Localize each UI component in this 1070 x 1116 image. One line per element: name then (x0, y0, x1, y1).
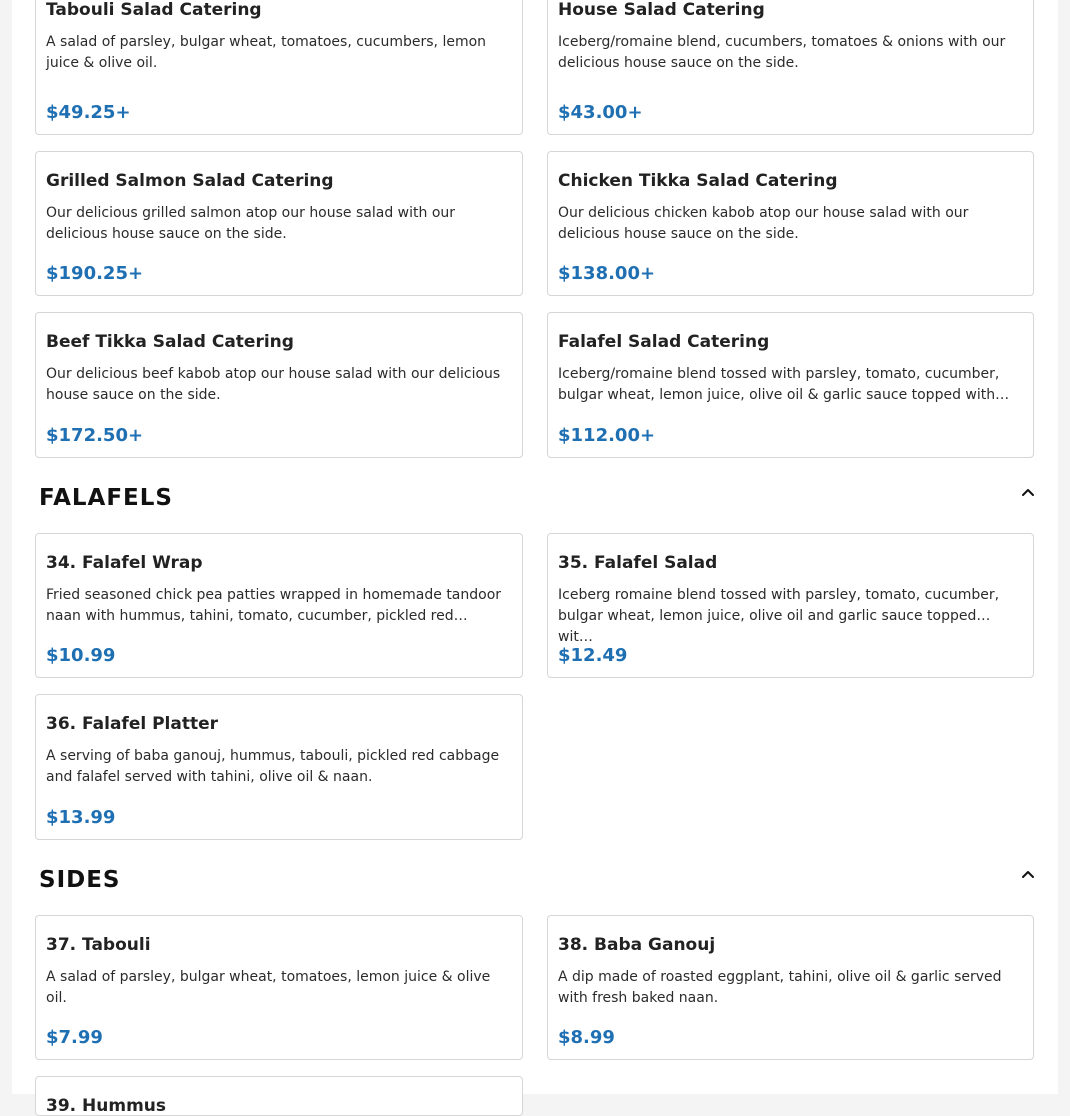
section-heading-falafels: FALAFELS (39, 485, 173, 511)
menu-item-card[interactable] (35, 312, 523, 458)
menu-item-card[interactable] (547, 915, 1034, 1060)
item-title: Grilled Salmon Salad Catering (46, 171, 334, 191)
menu-item-card[interactable] (35, 1076, 523, 1116)
chevron-up-icon[interactable] (1020, 866, 1036, 882)
item-description: Our delicious chicken kabob atop our house salad with our delicious house sauce on the side. (558, 205, 969, 242)
item-title: 35. Falafel Salad (558, 553, 718, 573)
item-price: $10.99 (46, 645, 116, 666)
item-title: Beef Tikka Salad Catering (46, 332, 294, 352)
item-description: A serving of baba ganouj, hummus, tabouli, pickled red cabbage and falafel served with tahini, olive oil & naan. (46, 748, 500, 785)
item-price: $43.00+ (558, 102, 643, 123)
menu-item-card[interactable] (35, 533, 523, 678)
item-title: Chicken Tikka Salad Catering (558, 171, 838, 191)
item-description: Our delicious beef kabob atop our house salad with our delicious house sauce on the side. (46, 366, 501, 403)
menu-item-card[interactable] (35, 151, 523, 296)
item-price: $49.25+ (46, 102, 131, 123)
item-price: $190.25+ (46, 263, 144, 284)
item-price: $112.00+ (558, 425, 656, 446)
item-price: $172.50+ (46, 425, 144, 446)
item-description: Iceberg romaine blend tossed with parsley, tomato, cucumber, bulgar wheat, lemon juice, olive oil and garlic sauce topped wit… (558, 587, 1000, 645)
item-description: Fried seasoned chick pea patties wrapped in homemade tandoor naan with hummus, tahini, tomato, cucumber, pickled red… (46, 587, 502, 624)
menu-item-card[interactable] (547, 151, 1034, 296)
item-title: 37. Tabouli (46, 935, 151, 955)
menu-item-card[interactable] (35, 0, 523, 135)
item-price: $12.49 (558, 645, 628, 666)
item-description: A salad of parsley, bulgar wheat, tomatoes, cucumbers, lemon juice & olive oil. (46, 34, 487, 71)
item-price: $138.00+ (558, 263, 656, 284)
item-title: 38. Baba Ganouj (558, 935, 716, 955)
item-title: 34. Falafel Wrap (46, 553, 203, 573)
menu-item-card[interactable] (547, 312, 1034, 458)
item-title: Falafel Salad Catering (558, 332, 770, 352)
item-description: Iceberg/romaine blend, cucumbers, tomatoes & onions with our delicious house sauce on the side. (558, 34, 1006, 71)
item-title: Tabouli Salad Catering (46, 0, 262, 20)
menu-page (12, 0, 1058, 1116)
item-description: A salad of parsley, bulgar wheat, tomatoes, lemon juice & olive oil. (46, 969, 491, 1006)
item-price: $7.99 (46, 1027, 103, 1048)
section-heading-sides: SIDES (39, 867, 121, 893)
item-title: House Salad Catering (558, 0, 765, 20)
item-description: A dip made of roasted eggplant, tahini, olive oil & garlic served with fresh baked naan. (558, 969, 1002, 1006)
chevron-up-icon[interactable] (1020, 484, 1036, 500)
item-price: $13.99 (46, 807, 116, 828)
menu-item-card[interactable] (547, 533, 1034, 678)
menu-item-card[interactable] (35, 694, 523, 840)
item-title: 36. Falafel Platter (46, 714, 219, 734)
item-price: $8.99 (558, 1027, 615, 1048)
menu-item-card[interactable] (547, 0, 1034, 135)
menu-item-card[interactable] (35, 915, 523, 1060)
item-description: Iceberg/romaine blend tossed with parsley, tomato, cucumber, bulgar wheat, lemon juice, olive oil & garlic sauce topped with… (558, 366, 1010, 403)
item-title: 39. Hummus (46, 1096, 167, 1116)
item-description: Our delicious grilled salmon atop our house salad with our delicious house sauce on the side. (46, 205, 456, 242)
